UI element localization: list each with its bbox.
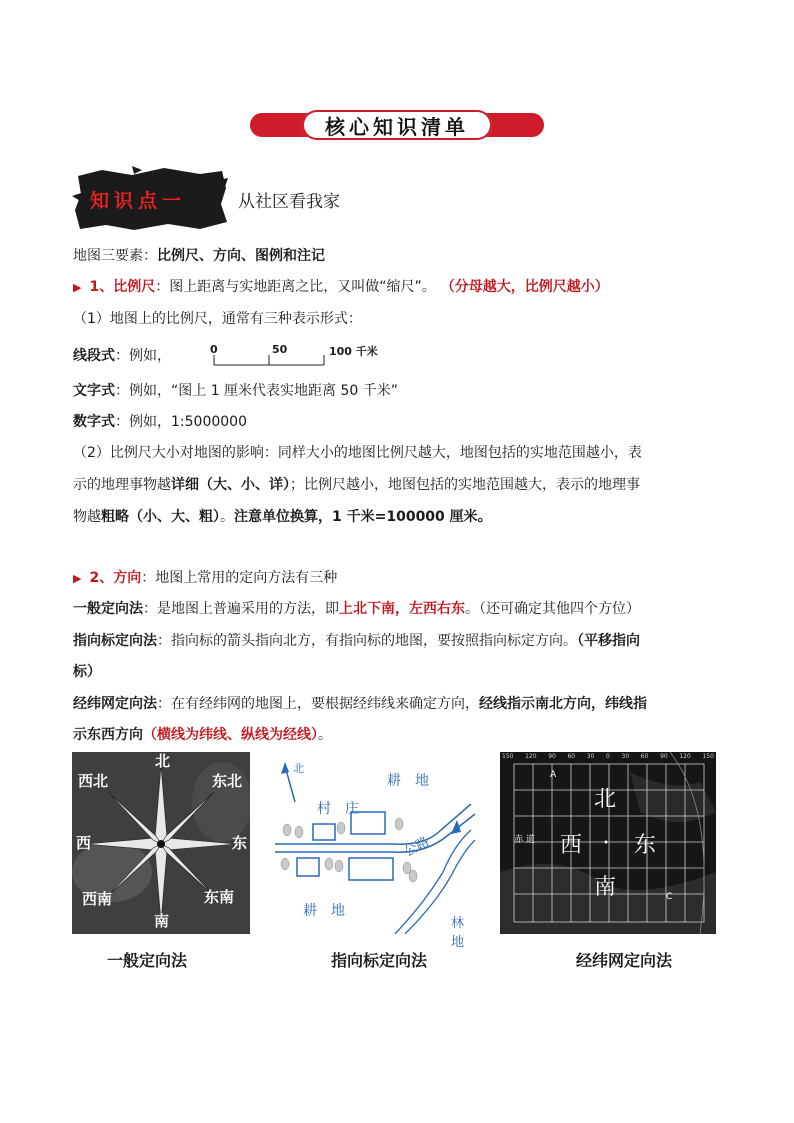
general-rest: ：是地图上普遍采用的方法，即 [143,601,339,617]
section-heading: 从社区看我家 [238,192,340,212]
general-tail: 。（还可确定其他四个方位） [465,601,640,617]
grid-tick: 60 [567,753,576,760]
num-scale-label: 数字式 [73,414,115,430]
effect-2b: 详细（大、小、详） [171,477,290,493]
effect-3d: 注意单位换算，1 千米=100000 厘米。 [234,509,492,525]
grid-method-line-2 [73,724,332,746]
arrow-label: 指向标定向法 [73,633,157,649]
effect-line-2 [73,474,640,496]
scale-tick-100: 100 千米 [329,345,378,358]
village-field-top: 耕 地 [387,773,429,789]
arrow-bullet-icon: ▶ [73,572,82,585]
grid-tick: 60 [640,753,649,760]
grid-rest: ：在有经纬网的地图上，要根据经纬线来确定方向， [157,696,479,712]
compass-nw: 西北 [78,772,109,790]
caption-compass: 一般定向法 [107,951,188,970]
scale-forms-intro: （1）地图上的比例尺，通常有三种表示形式： [73,311,362,327]
effect-3c: 。 [220,509,234,525]
arrow-note-a: （平移指向 [577,633,640,649]
grid-point-a: A [550,770,557,780]
compass-s: 南 [154,912,170,930]
village-figure [275,752,475,950]
grid-tick: 120 [525,753,537,760]
num-scale-rest: ：例如，1:5000000 [115,414,247,430]
general-key: 上北下南，左西右东 [339,601,465,617]
grid-note: （横线为纬线、纵线为经线） [143,727,318,743]
text-scale-rest: ：例如，“图上 1 厘米代表实地距离 50 千米” [115,383,399,399]
grid-tail: 。 [318,727,332,743]
grid-key: 经线指示南北方向，纬线指 [479,696,647,712]
scale-head-rest: ：图上距离与实地距离之比，又叫做“缩尺”。 [155,279,436,295]
intro-line [73,245,325,267]
text-scale-row [73,380,398,402]
scale-head-note: （分母越大，比例尺越小） [447,279,609,295]
effect-2c: ；比例尺越小，地图包括的实地范围越大，表示的地理事 [290,477,640,493]
arrow-method-line [73,630,640,652]
general-label: 一般定向法 [73,601,143,617]
scale-head-num: 1、比例尺 [89,279,156,295]
effect-line-3 [73,506,492,528]
caption-grid: 经纬网定向法 [576,951,673,970]
village-north: 北 [293,762,304,775]
grid-tick: 0 [606,753,610,760]
compass-e: 东 [232,834,248,852]
intro-prefix: 地图三要素： [73,248,157,264]
grid-tick: 90 [548,753,556,760]
village-label: 村 庄 [317,801,359,817]
scale-tick-50: 50 [272,343,288,356]
line-scale-rest: ：例如， [115,348,171,364]
compass-sw: 西南 [82,890,113,908]
village-forest: 林地 [451,916,465,950]
badge-label: 知识点一 [90,190,187,212]
latlong-figure [500,752,716,934]
compass-w: 西 [76,834,92,852]
grid-top-ticks [502,753,714,760]
scale-heading [73,276,609,299]
village-field-bottom: 耕 地 [303,903,345,919]
arrow-rest: ：指向标的箭头指向北方，有指向标的地图，要按照指向标定方向。 [157,633,577,649]
grid-tick: 150 [702,753,714,760]
caption-arrow: 指向标定向法 [331,951,428,970]
compass-figure [72,752,250,934]
text-scale-label: 文字式 [73,383,115,399]
compass-se: 东南 [204,888,235,906]
grid-tick: 30 [586,753,595,760]
grid-tick: 30 [621,753,630,760]
grid-s: 南 [594,875,617,900]
page-title: 核心知识清单 [302,110,492,140]
line-scale-label: 线段式 [73,348,115,364]
line-scale-row [73,345,171,367]
direction-heading [73,567,337,590]
section-badge [72,166,228,232]
effect-line-1: （2）比例尺大小对地图的影响：同样大小的地图比例尺越大，地图包括的实地范围越小，表 [73,445,642,461]
direction-head-rest: ：地图上常用的定向方法有三种 [141,570,338,586]
compass-ne: 东北 [212,772,243,790]
compass-n: 北 [155,752,171,770]
arrow-note-b: 标） [73,664,101,680]
scale-bar-graphic [210,343,410,373]
grid-tick: 120 [679,753,691,760]
arrow-bullet-icon: ▶ [73,281,82,294]
page-header [250,110,544,140]
scale-tick-0: 0 [210,343,218,356]
num-scale-row [73,411,247,433]
direction-head-num: 2、方向 [89,570,142,586]
general-method-line [73,598,640,620]
grid-point-c: C [666,892,673,902]
grid-n: 北 [594,787,617,812]
grid-equator: 赤 道 [514,835,535,845]
grid-key2: 示东西方向 [73,727,143,743]
grid-tick: 150 [502,753,514,760]
intro-items: 比例尺、方向、图例和注记 [157,248,325,264]
effect-3a: 物越 [73,509,101,525]
village-road: 公路 [401,834,432,860]
scale-bar [210,343,410,373]
effect-3b: 粗略（小、大、粗） [101,509,220,525]
grid-w: 西 [560,833,583,858]
grid-e: 东 [634,833,657,858]
effect-2a: 示的地理事物越 [73,477,171,493]
grid-method-line [73,693,647,715]
grid-label: 经纬网定向法 [73,696,157,712]
grid-tick: 90 [660,753,668,760]
